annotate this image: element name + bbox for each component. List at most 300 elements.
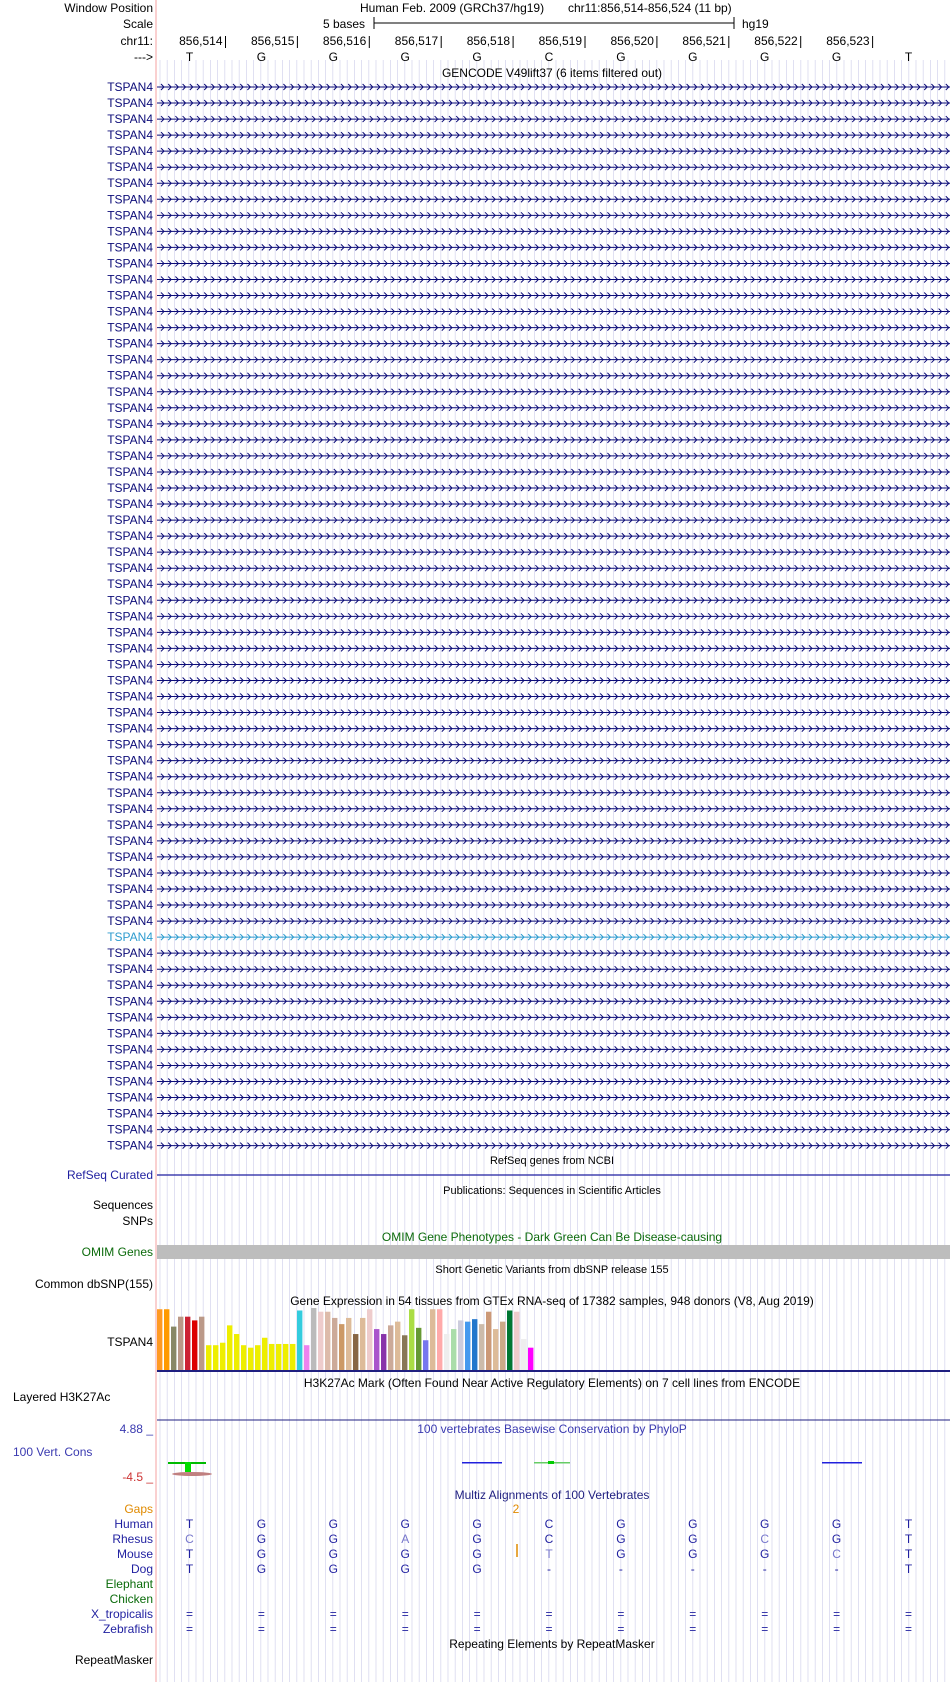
gencode-transcript-row[interactable]	[107, 738, 950, 752]
phylop-mark-1b	[185, 1462, 191, 1472]
species-base: G	[616, 1517, 626, 1531]
species-base: =	[545, 1607, 553, 1621]
species-base: T	[904, 1517, 913, 1531]
species-base: =	[257, 1607, 265, 1621]
species-base: =	[473, 1622, 481, 1636]
chrom-label: chr11:	[120, 34, 153, 48]
phylop-mark-6b	[548, 1461, 554, 1464]
species-base: G	[688, 1532, 698, 1546]
gencode-transcript-row[interactable]	[107, 625, 950, 639]
gencode-transcript-row[interactable]	[107, 337, 950, 351]
species-base: T	[904, 1547, 913, 1561]
gtex-tissue-bar[interactable]	[430, 1309, 435, 1370]
gencode-transcript-row[interactable]	[107, 160, 950, 174]
species-base: G	[760, 1517, 770, 1531]
gencode-transcript-row[interactable]	[107, 1107, 950, 1121]
gtex-tissue-bar[interactable]	[171, 1327, 176, 1370]
transcript-label[interactable]: TSPAN4	[107, 1106, 153, 1121]
transcript-label[interactable]: TSPAN4	[107, 320, 153, 335]
transcript-label[interactable]: TSPAN4	[107, 112, 153, 127]
gencode-transcript-row[interactable]	[107, 722, 950, 736]
species-base: G	[400, 1547, 410, 1561]
refseq-label[interactable]: RefSeq Curated	[66, 1168, 153, 1182]
gtex-tissue-bar[interactable]	[234, 1334, 239, 1370]
gencode-transcript-row[interactable]	[107, 128, 950, 142]
transcript-label[interactable]: TSPAN4	[107, 994, 153, 1009]
gencode-transcript-row[interactable]	[107, 1042, 950, 1056]
ruler-base: G	[400, 50, 410, 64]
transcript-label[interactable]: TSPAN4	[107, 962, 153, 977]
transcript-label[interactable]: TSPAN4	[107, 400, 153, 415]
transcript-label[interactable]: TSPAN4	[107, 144, 153, 159]
species-base: -	[618, 1562, 623, 1576]
gtex-tissue-bar[interactable]	[199, 1317, 204, 1370]
gencode-transcript-row[interactable]	[107, 850, 950, 864]
gencode-transcript-row[interactable]	[107, 593, 950, 607]
gtex-tissue-bar[interactable]	[318, 1312, 323, 1370]
species-base: T	[904, 1562, 913, 1576]
gencode-transcript-row[interactable]	[107, 994, 950, 1008]
gtex-tissue-bar[interactable]	[332, 1318, 337, 1370]
gencode-transcript-row[interactable]	[107, 449, 950, 463]
gencode-transcript-row[interactable]	[107, 802, 950, 816]
snps-label[interactable]: SNPs	[122, 1214, 153, 1228]
multiz-species-row[interactable]	[131, 1562, 913, 1576]
gencode-transcript-row[interactable]	[107, 513, 950, 527]
gencode-transcript-row[interactable]	[107, 866, 950, 880]
species-label[interactable]: Rhesus	[112, 1532, 153, 1546]
phylop-mark-5	[462, 1462, 502, 1464]
gencode-transcript-row[interactable]	[107, 289, 950, 303]
gencode-transcript-row[interactable]	[107, 112, 950, 126]
phylop-max-label: 4.88 _	[119, 1422, 153, 1436]
gtex-tissue-bar[interactable]	[353, 1334, 358, 1370]
species-base: =	[185, 1622, 194, 1636]
gencode-transcript-row[interactable]	[107, 385, 950, 399]
transcript-label[interactable]: TSPAN4	[107, 769, 153, 784]
gtex-tissue-bar[interactable]	[164, 1309, 169, 1370]
gtex-tissue-bar[interactable]	[395, 1322, 400, 1370]
gencode-transcript-row[interactable]	[107, 641, 950, 655]
transcript-label[interactable]: TSPAN4	[107, 641, 153, 656]
gtex-tissue-bar[interactable]	[227, 1325, 232, 1370]
ruler-base: T	[904, 50, 913, 64]
gtex-tissue-bar[interactable]	[290, 1344, 295, 1370]
species-base: T	[185, 1517, 194, 1531]
gtex-tissue-bar[interactable]	[192, 1320, 197, 1370]
gencode-transcript-row[interactable]	[107, 240, 950, 254]
gencode-transcript-row[interactable]	[107, 1091, 950, 1105]
gencode-transcript-row[interactable]	[107, 144, 950, 158]
gtex-tissue-bar[interactable]	[206, 1345, 211, 1370]
gtex-tissue-bar[interactable]	[486, 1312, 491, 1370]
transcript-label[interactable]: TSPAN4	[107, 865, 153, 880]
transcript-label[interactable]: TSPAN4	[107, 481, 153, 495]
transcript-label[interactable]: TSPAN4	[107, 336, 153, 351]
gtex-tissue-bar[interactable]	[514, 1312, 519, 1370]
transcript-label[interactable]: TSPAN4	[107, 80, 153, 94]
transcript-label[interactable]: TSPAN4	[107, 304, 153, 319]
transcript-label[interactable]: TSPAN4	[107, 1122, 153, 1137]
transcript-label[interactable]: TSPAN4	[107, 801, 153, 816]
species-base: G	[831, 1532, 842, 1546]
gencode-transcript-row[interactable]	[107, 818, 950, 832]
gtex-tissue-bar[interactable]	[437, 1309, 442, 1370]
gencode-transcript-row[interactable]	[107, 1026, 950, 1040]
gencode-transcript-row[interactable]	[107, 609, 950, 623]
species-base: =	[401, 1607, 409, 1621]
transcript-label[interactable]: TSPAN4	[107, 737, 153, 752]
species-base: G	[472, 1517, 482, 1531]
transcript-label[interactable]: TSPAN4	[107, 160, 153, 175]
dbsnp-label[interactable]: Common dbSNP(155)	[34, 1277, 153, 1291]
transcript-label[interactable]: TSPAN4	[107, 561, 153, 576]
assembly-title: Human Feb. 2009 (GRCh37/hg19)	[360, 1, 545, 15]
sequences-label[interactable]: Sequences	[92, 1198, 153, 1212]
gencode-transcript-row[interactable]	[107, 690, 950, 704]
transcript-label[interactable]: TSPAN4	[107, 753, 153, 768]
gtex-tissue-bar[interactable]	[374, 1329, 379, 1370]
species-base: =	[329, 1622, 337, 1636]
transcript-label[interactable]: TSPAN4	[107, 545, 153, 560]
ruler-position: 856,522	[754, 34, 798, 48]
gencode-transcript-row[interactable]	[107, 192, 950, 206]
ruler-position: 856,516	[322, 34, 367, 48]
gtex-tissue-bar[interactable]	[367, 1309, 372, 1370]
gencode-transcript-row[interactable]	[107, 1139, 950, 1153]
phylop-track-title: 100 vertebrates Basewise Conservation by PhyloP	[417, 1422, 687, 1436]
species-base: -	[547, 1562, 551, 1576]
ruler-position: 856,523	[826, 34, 870, 48]
gtex-tissue-bar[interactable]	[283, 1344, 288, 1370]
gencode-transcript-row[interactable]	[107, 529, 950, 543]
transcript-label[interactable]: TSPAN4	[107, 817, 153, 832]
transcript-label[interactable]: TSPAN4	[107, 1058, 153, 1073]
species-base: C	[544, 1532, 554, 1546]
transcript-label[interactable]: TSPAN4	[107, 96, 153, 111]
transcript-label[interactable]: TSPAN4	[107, 593, 153, 608]
species-base: C	[760, 1532, 770, 1546]
species-base: =	[545, 1622, 553, 1636]
species-base: T	[185, 1562, 194, 1576]
transcript-label[interactable]: TSPAN4	[107, 849, 153, 864]
transcript-label[interactable]: TSPAN4	[107, 930, 153, 945]
transcript-label[interactable]: TSPAN4	[107, 529, 153, 544]
transcript-label[interactable]: TSPAN4	[107, 898, 153, 913]
species-label[interactable]: X_tropicalis	[90, 1607, 153, 1621]
transcript-label[interactable]: TSPAN4	[107, 1042, 153, 1057]
gencode-transcript-row[interactable]	[107, 465, 950, 479]
species-base: =	[689, 1622, 697, 1636]
gencode-transcript-row[interactable]	[107, 770, 950, 784]
transcript-label[interactable]: TSPAN4	[107, 224, 153, 239]
transcript-label[interactable]: TSPAN4	[107, 689, 153, 704]
gtex-tissue-bar[interactable]	[500, 1322, 505, 1370]
gencode-transcript-row[interactable]	[107, 706, 950, 720]
gtex-tissue-bar[interactable]	[360, 1318, 365, 1370]
species-label[interactable]: Elephant	[105, 1577, 153, 1591]
transcript-label[interactable]: TSPAN4	[107, 288, 153, 303]
species-base: T	[545, 1547, 553, 1561]
gencode-transcript-row[interactable]	[107, 561, 950, 575]
species-label[interactable]: Dog	[130, 1562, 153, 1576]
transcript-label[interactable]: TSPAN4	[107, 609, 153, 624]
species-base: G	[256, 1547, 267, 1561]
gencode-transcript-row[interactable]	[107, 930, 950, 944]
transcript-label[interactable]: TSPAN4	[107, 833, 153, 848]
gtex-tissue-bar[interactable]	[304, 1345, 309, 1370]
ruler-base: G	[616, 50, 626, 64]
species-base: G	[472, 1532, 482, 1546]
gencode-transcript-row[interactable]	[107, 272, 950, 286]
publications-track-title: Publications: Sequences in Scientific Articles	[443, 1185, 661, 1197]
gtex-tissue-bar[interactable]	[248, 1348, 253, 1370]
gtex-tissue-bar[interactable]	[297, 1310, 302, 1370]
gencode-transcript-row[interactable]	[107, 481, 950, 495]
species-base: G	[688, 1547, 698, 1561]
gencode-transcript-row[interactable]	[107, 946, 950, 960]
species-base: G	[256, 1562, 267, 1576]
gencode-transcript-row[interactable]	[107, 657, 950, 671]
species-base: =	[761, 1607, 769, 1621]
db-label: hg19	[742, 17, 769, 31]
gtex-tissue-bar[interactable]	[213, 1345, 218, 1370]
gencode-track[interactable]	[107, 80, 950, 1153]
multiz-species-row[interactable]	[110, 1592, 153, 1606]
gtex-tissue-bar[interactable]	[493, 1329, 498, 1370]
species-base: -	[690, 1562, 695, 1576]
transcript-label[interactable]: TSPAN4	[107, 208, 153, 223]
species-base: T	[185, 1547, 194, 1561]
gtex-tissue-bar[interactable]	[339, 1324, 344, 1370]
transcript-label[interactable]: TSPAN4	[107, 240, 153, 255]
gtex-tissue-bar[interactable]	[402, 1335, 407, 1370]
gtex-tissue-bar[interactable]	[416, 1328, 421, 1370]
transcript-label[interactable]: TSPAN4	[107, 721, 153, 736]
species-base: =	[689, 1607, 697, 1621]
species-base: =	[257, 1622, 265, 1636]
transcript-label[interactable]: TSPAN4	[107, 705, 153, 720]
species-base: =	[329, 1607, 337, 1621]
transcript-label[interactable]: TSPAN4	[107, 1074, 153, 1089]
transcript-label[interactable]: TSPAN4	[107, 497, 153, 512]
species-base: G	[472, 1562, 482, 1576]
transcript-label[interactable]: TSPAN4	[107, 1138, 153, 1153]
omim-track-title: OMIM Gene Phenotypes - Dark Green Can Be Disease-causing	[381, 1230, 723, 1244]
ruler-base: T	[185, 50, 194, 64]
transcript-label[interactable]: TSPAN4	[107, 1090, 153, 1105]
phylop-mark-1c	[172, 1472, 212, 1476]
gtex-tissue-bar[interactable]	[262, 1338, 267, 1370]
species-label[interactable]: Zebrafish	[102, 1622, 153, 1636]
species-base: =	[617, 1622, 625, 1636]
gencode-transcript-row[interactable]	[107, 369, 950, 383]
gtex-tissue-bar[interactable]	[276, 1344, 281, 1370]
window-position-label: Window Position	[64, 1, 153, 15]
species-label[interactable]: Human	[114, 1517, 153, 1531]
species-base: =	[833, 1607, 841, 1621]
species-base: G	[328, 1517, 338, 1531]
gencode-transcript-row[interactable]	[107, 305, 950, 319]
species-base: C	[185, 1532, 194, 1546]
species-base: G	[400, 1517, 410, 1531]
gtex-tissue-bar[interactable]	[311, 1308, 316, 1370]
gencode-transcript-row[interactable]	[107, 786, 950, 800]
species-base: =	[473, 1607, 481, 1621]
ruler-base: G	[328, 50, 338, 64]
transcript-label[interactable]: TSPAN4	[107, 1010, 153, 1025]
species-base: =	[833, 1622, 841, 1636]
multiz-species-row[interactable]	[103, 1622, 912, 1636]
transcript-label[interactable]: TSPAN4	[107, 384, 153, 399]
gencode-transcript-row[interactable]	[107, 962, 950, 976]
species-base: -	[762, 1562, 767, 1576]
gencode-transcript-row[interactable]	[107, 224, 950, 238]
repeatmasker-label[interactable]: RepeatMasker	[74, 1653, 153, 1667]
transcript-label[interactable]: TSPAN4	[107, 914, 153, 929]
gtex-tissue-bar[interactable]	[451, 1329, 456, 1370]
transcript-label[interactable]: TSPAN4	[107, 432, 153, 447]
gencode-transcript-row[interactable]	[107, 914, 950, 928]
gtex-tissue-bar[interactable]	[444, 1334, 449, 1370]
transcript-label[interactable]: TSPAN4	[107, 513, 153, 528]
gtex-tissue-bar[interactable]	[325, 1312, 330, 1370]
transcript-label[interactable]: TSPAN4	[107, 448, 153, 463]
transcript-label[interactable]: TSPAN4	[107, 352, 153, 367]
gencode-transcript-row[interactable]	[107, 754, 950, 768]
transcript-label[interactable]: TSPAN4	[107, 176, 153, 191]
gtex-tissue-bar[interactable]	[423, 1340, 428, 1370]
gtex-tissue-bar[interactable]	[346, 1318, 351, 1370]
gencode-transcript-row[interactable]	[107, 80, 950, 94]
gencode-transcript-row[interactable]	[107, 176, 950, 190]
species-base: -	[834, 1562, 839, 1576]
transcript-label[interactable]: TSPAN4	[107, 272, 153, 287]
gencode-transcript-row[interactable]	[107, 673, 950, 687]
multiz-track-title: Multiz Alignments of 100 Vertebrates	[454, 1488, 650, 1502]
gencode-transcript-row[interactable]	[107, 208, 950, 222]
gtex-tissue-bar[interactable]	[241, 1345, 246, 1370]
gtex-tissue-bar[interactable]	[178, 1317, 183, 1370]
multiz-species-row[interactable]	[91, 1607, 912, 1621]
gencode-transcript-row[interactable]	[107, 898, 950, 912]
gtex-tissue-bar[interactable]	[528, 1348, 533, 1370]
ruler-position: 856,520	[610, 34, 654, 48]
transcript-label[interactable]: TSPAN4	[107, 128, 153, 143]
gtex-tissue-bar[interactable]	[185, 1317, 190, 1370]
gencode-transcript-row[interactable]	[107, 545, 950, 559]
phylop-label[interactable]: 100 Vert. Cons	[13, 1445, 93, 1459]
gencode-transcript-row[interactable]	[107, 978, 950, 992]
gencode-transcript-row[interactable]	[107, 1058, 950, 1072]
multiz-species-row[interactable]	[114, 1517, 913, 1531]
phylop-mark-10	[822, 1462, 862, 1464]
transcript-label[interactable]: TSPAN4	[107, 946, 153, 961]
transcript-label[interactable]: TSPAN4	[107, 625, 153, 640]
species-base: G	[472, 1547, 482, 1561]
transcript-label[interactable]: TSPAN4	[107, 368, 153, 383]
omim-label[interactable]: OMIM Genes	[81, 1245, 153, 1259]
gtex-tissue-bar[interactable]	[479, 1324, 484, 1370]
scale-label: Scale	[122, 17, 153, 31]
transcript-label[interactable]: TSPAN4	[107, 192, 153, 207]
species-base: G	[688, 1517, 698, 1531]
gencode-transcript-row[interactable]	[107, 497, 950, 511]
ruler-base: G	[256, 50, 267, 64]
gtex-tissue-bar[interactable]	[409, 1309, 414, 1370]
gencode-transcript-row[interactable]	[107, 1010, 950, 1024]
species-base: G	[616, 1547, 626, 1561]
species-label[interactable]: Mouse	[116, 1547, 153, 1561]
base-position-ruler	[179, 34, 913, 64]
gencode-transcript-row[interactable]	[107, 577, 950, 591]
gtex-tissue-bar[interactable]	[458, 1320, 463, 1370]
gencode-transcript-row[interactable]	[107, 834, 950, 848]
species-base: C	[832, 1547, 841, 1561]
gtex-tissue-bar[interactable]	[269, 1344, 274, 1370]
transcript-label[interactable]: TSPAN4	[107, 577, 153, 592]
transcript-label[interactable]: TSPAN4	[107, 785, 153, 800]
h3k27ac-label[interactable]: Layered H3K27Ac	[13, 1390, 111, 1404]
transcript-label[interactable]: TSPAN4	[107, 657, 153, 672]
gtex-tissue-bar[interactable]	[465, 1322, 470, 1370]
ruler-position: 856,519	[538, 34, 582, 48]
scale-text: 5 bases	[323, 17, 366, 31]
gencode-transcript-row[interactable]	[107, 256, 950, 270]
ruler-base: G	[760, 50, 770, 64]
multiz-species-row[interactable]	[106, 1577, 154, 1591]
gtex-track-title: Gene Expression in 54 tissues from GTEx RNA-seq of 17382 samples, 948 donors (V8, Aug 2019)	[290, 1294, 814, 1308]
ruler-base: C	[544, 50, 554, 64]
gencode-transcript-row[interactable]	[107, 321, 950, 335]
gtex-tissue-bar[interactable]	[472, 1319, 477, 1370]
gencode-transcript-row[interactable]	[107, 353, 950, 367]
gencode-track-title: GENCODE V49lift37 (6 items filtered out)	[441, 66, 663, 80]
omim-gene-bar[interactable]	[157, 1245, 950, 1259]
gencode-transcript-row[interactable]	[107, 433, 950, 447]
gtex-tissue-bar[interactable]	[388, 1325, 393, 1370]
gtex-tissue-bar[interactable]	[220, 1343, 225, 1370]
gtex-tissue-bar[interactable]	[255, 1345, 260, 1370]
refseq-track-title: RefSeq genes from NCBI	[489, 1155, 615, 1167]
gencode-transcript-row[interactable]	[107, 882, 950, 896]
gencode-transcript-row[interactable]	[107, 96, 950, 110]
ruler-base: G	[688, 50, 698, 64]
gtex-tissue-bar[interactable]	[157, 1309, 162, 1370]
transcript-label[interactable]: TSPAN4	[107, 1026, 153, 1041]
ruler-position: 856,518	[466, 34, 511, 48]
gencode-transcript-row[interactable]	[107, 1074, 950, 1088]
transcript-label[interactable]: TSPAN4	[107, 464, 153, 479]
gtex-tissue-bar[interactable]	[381, 1334, 386, 1370]
transcript-label[interactable]: TSPAN4	[107, 416, 153, 431]
transcript-label[interactable]: TSPAN4	[107, 978, 153, 993]
gap-count: 2	[512, 1502, 520, 1516]
gencode-transcript-row[interactable]	[107, 1123, 950, 1137]
species-base: G	[256, 1532, 267, 1546]
gtex-label[interactable]: TSPAN4	[107, 1335, 153, 1349]
transcript-label[interactable]: TSPAN4	[107, 256, 153, 271]
gtex-tissue-bar[interactable]	[521, 1339, 526, 1370]
species-label[interactable]: Chicken	[109, 1592, 153, 1606]
transcript-label[interactable]: TSPAN4	[107, 882, 153, 896]
gencode-transcript-row[interactable]	[107, 401, 950, 415]
transcript-label[interactable]: TSPAN4	[107, 673, 153, 688]
gencode-transcript-row[interactable]	[107, 417, 950, 431]
multiz-alignment[interactable]	[91, 1517, 913, 1636]
species-base: T	[904, 1532, 913, 1546]
gtex-tissue-bar[interactable]	[507, 1310, 512, 1370]
